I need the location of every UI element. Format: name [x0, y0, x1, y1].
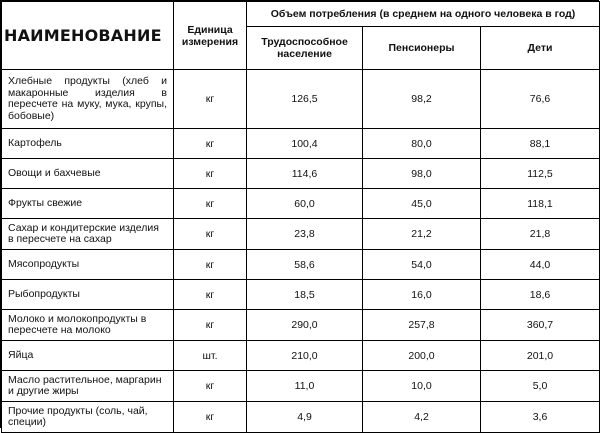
consumption-table [1, 1, 600, 433]
table-row [2, 70, 600, 129]
table-row [2, 159, 600, 189]
row-name: Прочие продукты (соль, чай, специи) [2, 402, 174, 433]
header-consumption-group: Объем потребления (в среднем на одного человека в год) [247, 2, 600, 27]
header-unit-line2: измерения [181, 35, 239, 48]
row-pensioners: 4,2 [363, 402, 481, 433]
row-children: 201,0 [481, 341, 600, 371]
row-name: Картофель [2, 129, 174, 159]
row-working: 126,5 [247, 70, 363, 129]
row-working: 11,0 [247, 371, 363, 402]
table-row [2, 310, 600, 341]
table-row [2, 341, 600, 371]
row-children: 118,1 [481, 189, 600, 219]
table-row [2, 129, 600, 159]
header-unit-line1: Единица [187, 23, 233, 36]
row-children: 3,6 [481, 402, 600, 433]
row-pensioners: 98,2 [363, 70, 481, 129]
table-row [2, 250, 600, 280]
row-pensioners: 200,0 [363, 341, 481, 371]
row-children: 5,0 [481, 371, 600, 402]
row-unit: кг [174, 219, 247, 250]
row-name: Рыбопродукты [2, 280, 174, 310]
row-children: 112,5 [481, 159, 600, 189]
row-working: 210,0 [247, 341, 363, 371]
row-unit: кг [174, 402, 247, 433]
row-children: 18,6 [481, 280, 600, 310]
header-working-line1: Трудоспособное [261, 36, 348, 48]
row-unit: кг [174, 250, 247, 280]
header-working-line2: население [277, 48, 332, 60]
row-pensioners: 16,0 [363, 280, 481, 310]
table-row [2, 189, 600, 219]
row-name: Масло растительное, маргарин и другие жиры [2, 371, 174, 402]
row-unit: кг [174, 159, 247, 189]
row-children: 76,6 [481, 70, 600, 129]
header-pensioners: Пенсионеры [363, 27, 481, 70]
row-name: Хлебные продукты (хлеб и макаронные изделия в пересчете на муку, мука, крупы, бобовые) [2, 70, 174, 129]
row-pensioners: 10,0 [363, 371, 481, 402]
row-children: 44,0 [481, 250, 600, 280]
row-unit: кг [174, 129, 247, 159]
row-pensioners: 54,0 [363, 250, 481, 280]
row-pensioners: 21,2 [363, 219, 481, 250]
row-children: 88,1 [481, 129, 600, 159]
row-unit: кг [174, 371, 247, 402]
row-name: Яйца [2, 341, 174, 371]
row-name: Овощи и бахчевые [2, 159, 174, 189]
row-unit: шт. [174, 341, 247, 371]
row-unit: кг [174, 189, 247, 219]
table-row [2, 280, 600, 310]
row-name: Мясопродукты [2, 250, 174, 280]
row-unit: кг [174, 70, 247, 129]
row-working: 4,9 [247, 402, 363, 433]
row-working: 58,6 [247, 250, 363, 280]
row-unit: кг [174, 310, 247, 341]
row-unit: кг [174, 280, 247, 310]
row-pensioners: 45,0 [363, 189, 481, 219]
row-name: Молоко и молокопродукты в пересчете на молоко [2, 310, 174, 341]
header-working-population [247, 27, 363, 70]
row-working: 23,8 [247, 219, 363, 250]
table-row [2, 371, 600, 402]
row-children: 21,8 [481, 219, 600, 250]
row-working: 18,5 [247, 280, 363, 310]
table-row [2, 402, 600, 433]
header-children: Дети [481, 27, 600, 70]
row-name: Сахар и кондитерские изделия в пересчете на сахар [2, 219, 174, 250]
row-working: 100,4 [247, 129, 363, 159]
header-unit [174, 2, 247, 70]
row-working: 290,0 [247, 310, 363, 341]
row-pensioners: 257,8 [363, 310, 481, 341]
row-working: 60,0 [247, 189, 363, 219]
header-name: НАИМЕНОВАНИЕ [2, 2, 174, 70]
row-pensioners: 98,0 [363, 159, 481, 189]
row-children: 360,7 [481, 310, 600, 341]
row-name: Фрукты свежие [2, 189, 174, 219]
table-row [2, 219, 600, 250]
row-working: 114,6 [247, 159, 363, 189]
row-pensioners: 80,0 [363, 129, 481, 159]
